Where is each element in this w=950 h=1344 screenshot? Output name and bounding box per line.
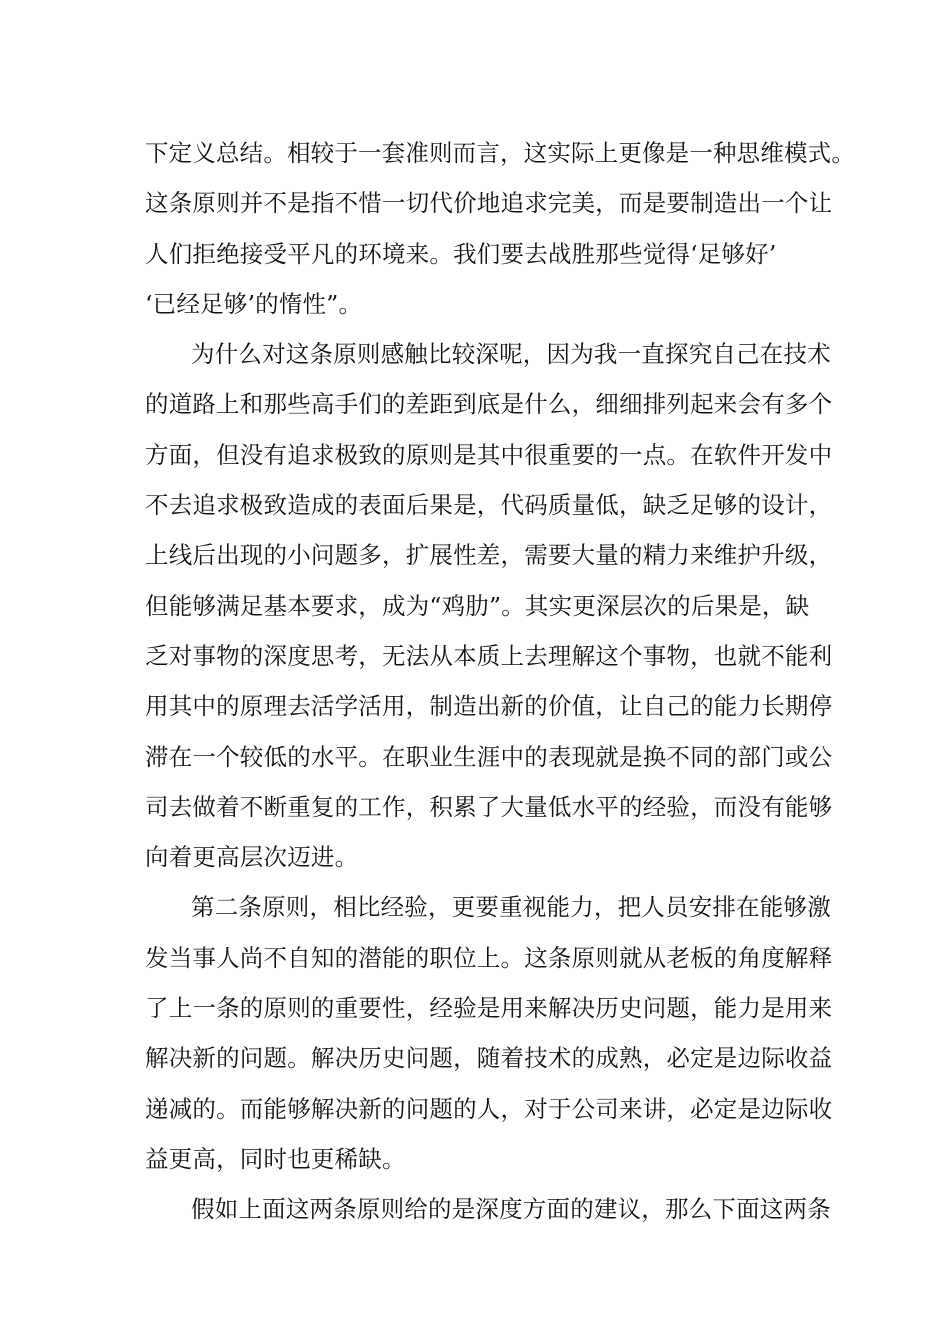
- text-line: 的道路上和那些高手们的差距到底是什么，细细排列起来会有多个: [145, 390, 833, 419]
- text-line: 司去做着不断重复的工作，积累了大量低水平的经验，而没有能够: [145, 792, 833, 821]
- text-line: 假如上面这两条原则给的是深度方面的建议，那么下面这两条: [191, 1195, 831, 1224]
- text-line: 第二条原则，相比经验，更要重视能力，把人员安排在能够激: [191, 893, 831, 922]
- text-line: 解决新的问题。解决历史问题，随着技术的成熟，必定是边际收益: [145, 1044, 833, 1073]
- text-line: 但能够满足基本要求，成为“鸡肋”。其实更深层次的后果是，缺: [145, 591, 810, 620]
- text-line: 方面，但没有追求极致的原则是其中很重要的一点。在软件开发中: [145, 440, 833, 469]
- text-line: 了上一条的原则的重要性，经验是用来解决历史问题，能力是用来: [145, 994, 833, 1023]
- text-line: 递减的。而能够解决新的问题的人，对于公司来讲，必定是边际收: [145, 1094, 833, 1123]
- text-line: 向着更高层次迈进。: [145, 843, 359, 872]
- text-line: 为什么对这条原则感触比较深呢，因为我一直探究自己在技术: [191, 340, 831, 369]
- text-line: 不去追求极致造成的表面后果是，代码质量低，缺乏足够的设计，: [145, 491, 833, 520]
- text-line: 发当事人尚不自知的潜能的职位上。这条原则就从老板的角度解释: [145, 943, 833, 972]
- text-line: 上线后出现的小问题多，扩展性差，需要大量的精力来维护升级，: [145, 541, 833, 570]
- text-line: 乏对事物的深度思考，无法从本质上去理解这个事物，也就不能利: [145, 641, 833, 670]
- text-line: 这条原则并不是指不惜一切代价地追求完美，而是要制造出一个让: [145, 189, 833, 218]
- text-line: 益更高，同时也更稀缺。: [145, 1144, 406, 1173]
- text-line: 下定义总结。相较于一套准则而言，这实际上更像是一种思维模式。: [145, 139, 855, 167]
- text-line: 人们拒绝接受平凡的环境来。我们要去战胜那些觉得‘足够好’: [145, 239, 777, 268]
- text-line: 滞在一个较低的水平。在职业生涯中的表现就是换不同的部门或公: [145, 742, 833, 771]
- text-line: 用其中的原理去活学活用，制造出新的价值，让自己的能力长期停: [145, 692, 833, 721]
- body-text: [145, 128, 855, 1235]
- text-line: ‘已经足够’的惰性”。: [145, 289, 363, 318]
